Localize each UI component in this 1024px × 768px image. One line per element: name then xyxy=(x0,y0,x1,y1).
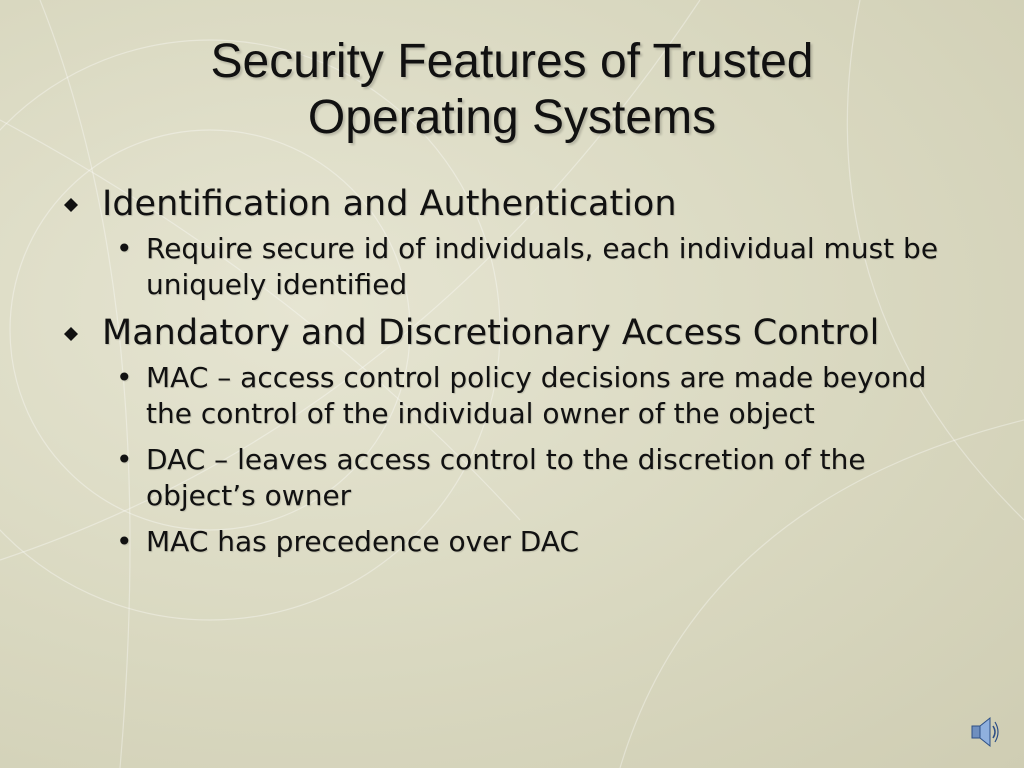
diamond-bullet-icon xyxy=(64,327,78,341)
bullet-access-control xyxy=(60,313,960,354)
slide-title xyxy=(0,34,1024,146)
slide-body xyxy=(60,184,960,570)
sub-bullet-dac xyxy=(60,442,960,514)
dot-bullet-icon: • xyxy=(116,361,133,394)
bullet-identification xyxy=(60,184,960,225)
slide-title-line-1: Security Features of Trusted xyxy=(210,35,814,88)
sub-bullet-text: DAC – leaves access control to the discretion of the object’s owner xyxy=(146,443,866,512)
sub-bullet-text: Require secure id of individuals, each individual must be uniquely identified xyxy=(146,232,939,301)
speaker-icon[interactable] xyxy=(970,714,1000,750)
diamond-bullet-icon xyxy=(64,198,78,212)
sub-bullet-precedence xyxy=(60,524,960,560)
slide-title-line-2: Operating Systems xyxy=(307,91,717,144)
dot-bullet-icon: • xyxy=(116,232,133,265)
bullet-text: Mandatory and Discretionary Access Control xyxy=(102,313,880,353)
bullet-text: Identification and Authentication xyxy=(102,184,677,224)
sub-bullet-text: MAC – access control policy decisions are made beyond the control of the individual owner of the object xyxy=(146,361,927,430)
sub-bullet-mac xyxy=(60,360,960,432)
sub-bullet-secure-id xyxy=(60,231,960,303)
dot-bullet-icon: • xyxy=(116,525,133,558)
dot-bullet-icon: • xyxy=(116,443,133,476)
sub-bullet-text: MAC has precedence over DAC xyxy=(146,525,580,558)
